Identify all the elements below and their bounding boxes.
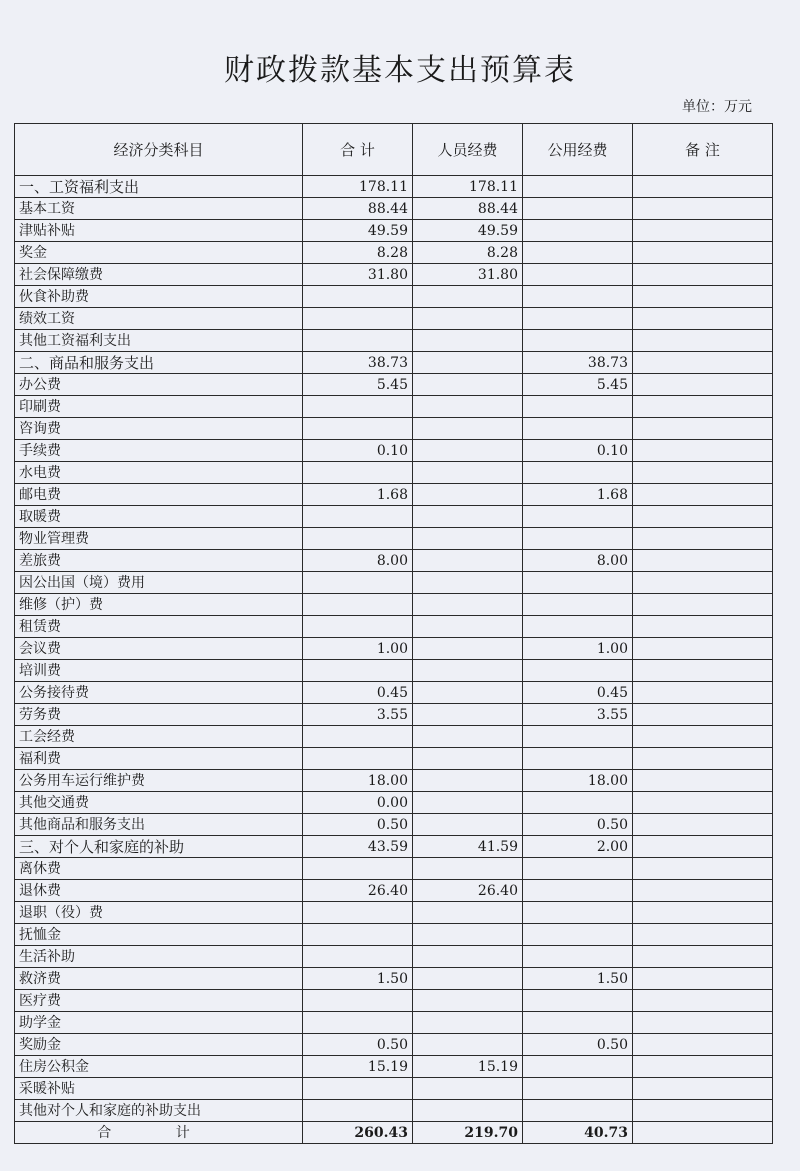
header-remark: 备 注 [633,124,773,176]
total-cell [303,1100,413,1122]
personnel-cell [413,1078,523,1100]
table-row [15,440,773,462]
category-cell: 因公出国（境）费用 [15,572,303,594]
table-row [15,374,773,396]
table-row [15,924,773,946]
table-row [15,704,773,726]
public-cell [523,528,633,550]
category-cell: 三、对个人和家庭的补助 [15,836,303,858]
total-cell [303,902,413,924]
remark-cell [633,572,773,594]
total-cell [303,572,413,594]
personnel-cell [413,440,523,462]
personnel-cell [413,528,523,550]
remark-cell [633,858,773,880]
total-cell: 178.11 [303,176,413,198]
table-row [15,726,773,748]
total-cell: 15.19 [303,1056,413,1078]
remark-cell [633,176,773,198]
remark-cell [633,594,773,616]
total-cell: 0.45 [303,682,413,704]
public-cell [523,924,633,946]
total-cell [303,286,413,308]
remark-cell [633,880,773,902]
public-cell [523,1056,633,1078]
total-row [15,1122,773,1144]
personnel-cell [413,990,523,1012]
category-cell: 二、商品和服务支出 [15,352,303,374]
category-cell: 公务接待费 [15,682,303,704]
remark-cell [633,704,773,726]
remark-cell [633,374,773,396]
personnel-cell [413,330,523,352]
total-cell: 0.10 [303,440,413,462]
total-cell [303,660,413,682]
category-cell: 抚恤金 [15,924,303,946]
total-cell: 18.00 [303,770,413,792]
public-cell [523,330,633,352]
table-row [15,176,773,198]
total-cell [303,924,413,946]
table-row [15,572,773,594]
table-row [15,396,773,418]
table-row [15,484,773,506]
public-cell [523,308,633,330]
total-row-remark-cell [633,1122,773,1144]
category-cell: 一、工资福利支出 [15,176,303,198]
category-cell: 助学金 [15,1012,303,1034]
category-cell: 差旅费 [15,550,303,572]
public-cell [523,616,633,638]
personnel-cell [413,968,523,990]
public-cell: 1.00 [523,638,633,660]
category-cell: 咨询费 [15,418,303,440]
category-cell: 物业管理费 [15,528,303,550]
total-row-total-cell: 260.43 [303,1122,413,1144]
remark-cell [633,814,773,836]
header-total: 合 计 [303,124,413,176]
category-cell: 办公费 [15,374,303,396]
remark-cell [633,528,773,550]
category-cell: 会议费 [15,638,303,660]
total-row-personnel-cell: 219.70 [413,1122,523,1144]
personnel-cell [413,770,523,792]
category-cell: 其他商品和服务支出 [15,814,303,836]
public-cell: 3.55 [523,704,633,726]
budget-table [14,123,773,1144]
personnel-cell [413,396,523,418]
public-cell [523,946,633,968]
total-cell: 5.45 [303,374,413,396]
table-row [15,1100,773,1122]
personnel-cell: 178.11 [413,176,523,198]
table-row [15,968,773,990]
remark-cell [633,1078,773,1100]
category-cell: 退职（役）费 [15,902,303,924]
table-row [15,748,773,770]
remark-cell [633,484,773,506]
total-cell [303,462,413,484]
total-cell [303,506,413,528]
table-row [15,1056,773,1078]
total-cell [303,726,413,748]
personnel-cell [413,726,523,748]
public-cell [523,418,633,440]
total-cell [303,418,413,440]
header-public: 公用经费 [523,124,633,176]
remark-cell [633,770,773,792]
personnel-cell [413,638,523,660]
total-cell: 26.40 [303,880,413,902]
table-row [15,242,773,264]
category-cell: 维修（护）费 [15,594,303,616]
personnel-cell [413,352,523,374]
public-cell [523,792,633,814]
public-cell [523,506,633,528]
table-row [15,198,773,220]
table-row [15,1012,773,1034]
remark-cell [633,440,773,462]
remark-cell [633,396,773,418]
public-cell: 1.50 [523,968,633,990]
remark-cell [633,352,773,374]
public-cell [523,242,633,264]
personnel-cell [413,484,523,506]
personnel-cell: 26.40 [413,880,523,902]
total-cell: 88.44 [303,198,413,220]
personnel-cell [413,792,523,814]
total-cell [303,528,413,550]
public-cell: 0.50 [523,1034,633,1056]
remark-cell [633,946,773,968]
remark-cell [633,968,773,990]
category-cell: 住房公积金 [15,1056,303,1078]
category-cell: 社会保障缴费 [15,264,303,286]
table-row [15,352,773,374]
personnel-cell [413,308,523,330]
public-cell: 38.73 [523,352,633,374]
category-cell: 租赁费 [15,616,303,638]
total-row-category-cell: 合 计 [15,1122,303,1144]
table-row [15,858,773,880]
remark-cell [633,264,773,286]
table-row [15,660,773,682]
total-cell: 1.68 [303,484,413,506]
remark-cell [633,792,773,814]
public-cell: 0.45 [523,682,633,704]
table-row [15,814,773,836]
personnel-cell [413,506,523,528]
total-cell [303,308,413,330]
table-row [15,594,773,616]
public-cell [523,748,633,770]
table-body [15,176,773,1144]
public-cell: 2.00 [523,836,633,858]
personnel-cell [413,616,523,638]
public-cell [523,880,633,902]
personnel-cell [413,924,523,946]
category-cell: 生活补助 [15,946,303,968]
total-cell [303,748,413,770]
category-cell: 绩效工资 [15,308,303,330]
total-row-public-cell: 40.73 [523,1122,633,1144]
public-cell [523,396,633,418]
personnel-cell [413,374,523,396]
public-cell: 0.50 [523,814,633,836]
table-row [15,792,773,814]
total-cell [303,858,413,880]
total-cell [303,396,413,418]
table-row [15,506,773,528]
personnel-cell [413,660,523,682]
category-cell: 其他交通费 [15,792,303,814]
table-row [15,616,773,638]
table-row [15,330,773,352]
remark-cell [633,418,773,440]
table-row [15,1078,773,1100]
personnel-cell [413,902,523,924]
total-cell: 38.73 [303,352,413,374]
personnel-cell: 88.44 [413,198,523,220]
personnel-cell [413,858,523,880]
table-row [15,836,773,858]
total-cell: 8.00 [303,550,413,572]
remark-cell [633,902,773,924]
total-cell: 0.50 [303,1034,413,1056]
public-cell [523,1012,633,1034]
table-row [15,946,773,968]
category-cell: 基本工资 [15,198,303,220]
public-cell [523,1100,633,1122]
table-row [15,990,773,1012]
personnel-cell: 41.59 [413,836,523,858]
table-row [15,638,773,660]
page-title: 财政拨款基本支出预算表 [224,53,576,88]
category-cell: 其他对个人和家庭的补助支出 [15,1100,303,1122]
total-cell [303,594,413,616]
header-personnel: 人员经费 [413,124,523,176]
total-cell: 0.00 [303,792,413,814]
remark-cell [633,1012,773,1034]
remark-cell [633,638,773,660]
personnel-cell [413,1012,523,1034]
total-cell: 1.00 [303,638,413,660]
total-cell [303,990,413,1012]
remark-cell [633,660,773,682]
total-cell [303,1012,413,1034]
category-cell: 印刷费 [15,396,303,418]
category-cell: 奖金 [15,242,303,264]
public-cell [523,572,633,594]
category-cell: 工会经费 [15,726,303,748]
category-cell: 退休费 [15,880,303,902]
table-row [15,264,773,286]
public-cell [523,220,633,242]
table-row [15,880,773,902]
category-cell: 手续费 [15,440,303,462]
category-cell: 福利费 [15,748,303,770]
total-cell [303,946,413,968]
category-cell: 劳务费 [15,704,303,726]
total-cell: 43.59 [303,836,413,858]
remark-cell [633,726,773,748]
category-cell: 其他工资福利支出 [15,330,303,352]
public-cell [523,1078,633,1100]
personnel-cell [413,748,523,770]
table-row [15,462,773,484]
remark-cell [633,308,773,330]
remark-cell [633,220,773,242]
table-row [15,308,773,330]
category-cell: 邮电费 [15,484,303,506]
personnel-cell [413,1034,523,1056]
public-cell [523,594,633,616]
total-cell: 3.55 [303,704,413,726]
category-cell: 医疗费 [15,990,303,1012]
public-cell: 8.00 [523,550,633,572]
personnel-cell: 15.19 [413,1056,523,1078]
public-cell [523,462,633,484]
remark-cell [633,748,773,770]
total-cell: 0.50 [303,814,413,836]
category-cell: 培训费 [15,660,303,682]
public-cell: 0.10 [523,440,633,462]
category-cell: 离休费 [15,858,303,880]
table-row [15,220,773,242]
category-cell: 救济费 [15,968,303,990]
table-row [15,770,773,792]
header-row [15,124,773,176]
personnel-cell: 8.28 [413,242,523,264]
table-row [15,1034,773,1056]
table-row [15,418,773,440]
remark-cell [633,330,773,352]
remark-cell [633,682,773,704]
remark-cell [633,1034,773,1056]
category-cell: 伙食补助费 [15,286,303,308]
total-cell: 49.59 [303,220,413,242]
personnel-cell [413,1100,523,1122]
table-row [15,550,773,572]
total-cell [303,330,413,352]
personnel-cell [413,946,523,968]
public-cell [523,990,633,1012]
category-cell: 津贴补贴 [15,220,303,242]
public-cell [523,198,633,220]
unit-label: 单位：万元 [682,99,752,115]
personnel-cell [413,572,523,594]
total-cell: 1.50 [303,968,413,990]
public-cell [523,286,633,308]
remark-cell [633,1056,773,1078]
public-cell: 18.00 [523,770,633,792]
public-cell [523,726,633,748]
category-cell: 采暖补贴 [15,1078,303,1100]
public-cell [523,176,633,198]
table-row [15,682,773,704]
personnel-cell [413,418,523,440]
remark-cell [633,242,773,264]
public-cell: 5.45 [523,374,633,396]
category-cell: 水电费 [15,462,303,484]
category-cell: 取暖费 [15,506,303,528]
remark-cell [633,616,773,638]
remark-cell [633,286,773,308]
table-row [15,528,773,550]
personnel-cell [413,814,523,836]
remark-cell [633,550,773,572]
category-cell: 公务用车运行维护费 [15,770,303,792]
personnel-cell [413,704,523,726]
remark-cell [633,990,773,1012]
total-cell: 8.28 [303,242,413,264]
total-cell [303,616,413,638]
personnel-cell [413,594,523,616]
table-row [15,902,773,924]
personnel-cell [413,682,523,704]
category-cell: 奖励金 [15,1034,303,1056]
remark-cell [633,1100,773,1122]
remark-cell [633,924,773,946]
remark-cell [633,462,773,484]
public-cell [523,902,633,924]
total-cell [303,1078,413,1100]
public-cell: 1.68 [523,484,633,506]
personnel-cell: 49.59 [413,220,523,242]
remark-cell [633,836,773,858]
table-row [15,286,773,308]
personnel-cell [413,286,523,308]
header-category: 经济分类科目 [15,124,303,176]
personnel-cell [413,550,523,572]
public-cell [523,660,633,682]
remark-cell [633,198,773,220]
public-cell [523,264,633,286]
public-cell [523,858,633,880]
total-cell: 31.80 [303,264,413,286]
personnel-cell [413,462,523,484]
personnel-cell: 31.80 [413,264,523,286]
remark-cell [633,506,773,528]
